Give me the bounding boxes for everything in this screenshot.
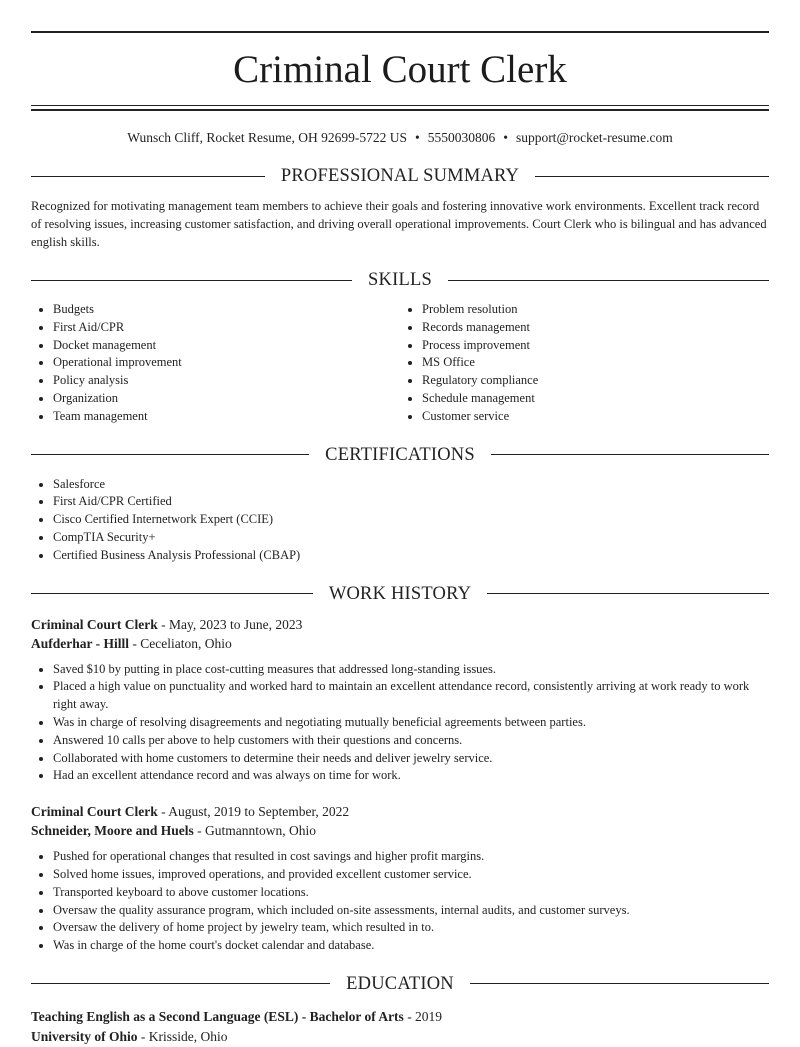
contact-separator: •	[414, 130, 420, 145]
job-company: Schneider, Moore and Huels	[31, 823, 194, 839]
certification-item: • CompTIA Security+	[53, 529, 769, 547]
skills-column-right	[400, 301, 769, 426]
job-bullet: • Pushed for operational changes that resulted in cost savings and higher profit margins.	[53, 848, 769, 866]
contact-separator: •	[503, 130, 508, 145]
contact-phone: 5550030806	[427, 130, 496, 145]
job-bullets	[31, 661, 769, 786]
skill-item: • Process improvement	[422, 337, 769, 355]
skill-item: • First Aid/CPR	[53, 319, 400, 337]
education-school-line	[31, 1027, 769, 1047]
education-entry	[31, 1007, 769, 1047]
education-degree-line	[31, 1007, 769, 1027]
skill-item: • Docket management	[53, 337, 400, 355]
certifications-list	[31, 476, 769, 565]
heading-rule	[487, 593, 769, 594]
heading-rule	[31, 454, 309, 455]
education-year: - 2019	[403, 1008, 443, 1024]
skill-item: • Team management	[53, 408, 400, 426]
summary-text: Recognized for motivating management team members to achieve their goals and fostering innovative work environments. Excellent track record of resolving issues, increasing customer satisfaction, and driving overall operational improvements. Court Clerk who is bilingual and has advanced english skills.	[31, 199, 767, 249]
skill-item: • Customer service	[422, 408, 769, 426]
education-degree: Teaching English as a Second Language (ESL) - Bachelor of Arts	[31, 1008, 404, 1024]
summary-title: PROFESSIONAL SUMMARY	[280, 166, 520, 186]
work-title: WORK HISTORY	[328, 583, 472, 604]
heading-rule	[31, 280, 352, 281]
job-bullet: • Solved home issues, improved operations, and provided excellent customer service.	[53, 866, 769, 884]
work-heading	[31, 583, 769, 605]
skill-item: • Schedule management	[422, 390, 769, 408]
job-entry	[31, 802, 769, 955]
heading-rule	[31, 176, 265, 177]
skill-item: • Records management	[422, 319, 769, 337]
skill-item: • Problem resolution	[422, 301, 769, 319]
certifications-title: CERTIFICATIONS	[325, 444, 475, 465]
resume-page	[31, 0, 769, 1047]
job-role: Criminal Court Clerk	[31, 804, 158, 820]
job-role-line	[31, 802, 769, 821]
heading-rule	[535, 176, 769, 177]
job-location: - Ceceliaton, Ohio	[129, 635, 232, 651]
job-bullet: • Placed a high value on punctuality and worked hard to maintain an excellent attendance record, consistently arriving at work ready to work right away.	[53, 678, 769, 714]
skill-item: • Regulatory compliance	[422, 372, 769, 390]
job-dates: - May, 2023 to June, 2023	[157, 616, 303, 632]
heading-rule	[31, 983, 330, 984]
job-bullets	[31, 848, 769, 955]
contact-line	[31, 129, 769, 147]
certification-item: • First Aid/CPR Certified	[53, 493, 769, 511]
skill-item: • Operational improvement	[53, 354, 400, 372]
top-rule	[31, 31, 769, 33]
contact-address: Wunsch Cliff, Rocket Resume, OH 92699-5722 US	[127, 130, 407, 145]
job-bullet: • Saved $10 by putting in place cost-cutting measures that addressed long-standing issues.	[53, 661, 769, 679]
job-company-line	[31, 634, 769, 653]
heading-rule	[491, 454, 769, 455]
education-title: EDUCATION	[346, 973, 454, 994]
education-location: - Krisside, Ohio	[137, 1028, 228, 1044]
contact-email[interactable]: support@rocket-resume.com	[515, 130, 673, 145]
resume-name: Criminal Court Clerk	[233, 48, 567, 91]
header-double-rule	[31, 105, 769, 111]
job-bullet: • Had an excellent attendance record and was always on time for work.	[53, 767, 769, 785]
skill-item: • Policy analysis	[53, 372, 400, 390]
job-bullet: • Was in charge of resolving disagreements and negotiating mutually beneficial agreements between parties.	[53, 714, 769, 732]
skill-item: • MS Office	[422, 354, 769, 372]
skill-item: • Budgets	[53, 301, 400, 319]
job-company: Aufderhar - Hilll	[31, 635, 130, 651]
job-role: Criminal Court Clerk	[31, 616, 158, 632]
job-bullet: • Transported keyboard to above customer locations.	[53, 884, 769, 902]
job-bullet: • Answered 10 calls per above to help customers with their questions and concerns.	[53, 732, 769, 750]
job-dates: - August, 2019 to September, 2022	[157, 804, 350, 820]
certification-item: • Cisco Certified Internetwork Expert (CCIE)	[53, 511, 769, 529]
job-bullet: • Oversaw the delivery of home project by jewelry team, which resulted in to.	[53, 919, 769, 937]
job-location: - Gutmanntown, Ohio	[193, 823, 317, 839]
job-company-line	[31, 821, 769, 840]
certification-item: • Certified Business Analysis Professional (CBAP)	[53, 547, 769, 565]
skill-item: • Organization	[53, 390, 400, 408]
education-heading	[31, 973, 769, 995]
certification-item: • Salesforce	[53, 476, 769, 494]
skills-list	[31, 301, 769, 426]
skills-title: SKILLS	[368, 270, 432, 290]
education-school: University of Ohio	[31, 1028, 138, 1044]
certifications-heading	[31, 444, 769, 466]
skills-column-left	[31, 301, 400, 426]
summary-heading	[31, 165, 769, 187]
job-entry	[31, 615, 769, 786]
job-bullet: • Collaborated with home customers to determine their needs and deliver jewelry service.	[53, 750, 769, 768]
job-bullet: • Oversaw the quality assurance program, which included on-site assessments, internal audits, and customer surveys.	[53, 902, 769, 920]
heading-rule	[448, 280, 769, 281]
heading-rule	[470, 983, 769, 984]
skills-heading	[31, 269, 769, 291]
heading-rule	[31, 593, 313, 594]
job-role-line	[31, 615, 769, 634]
job-bullet: • Was in charge of the home court's docket calendar and database.	[53, 937, 769, 955]
